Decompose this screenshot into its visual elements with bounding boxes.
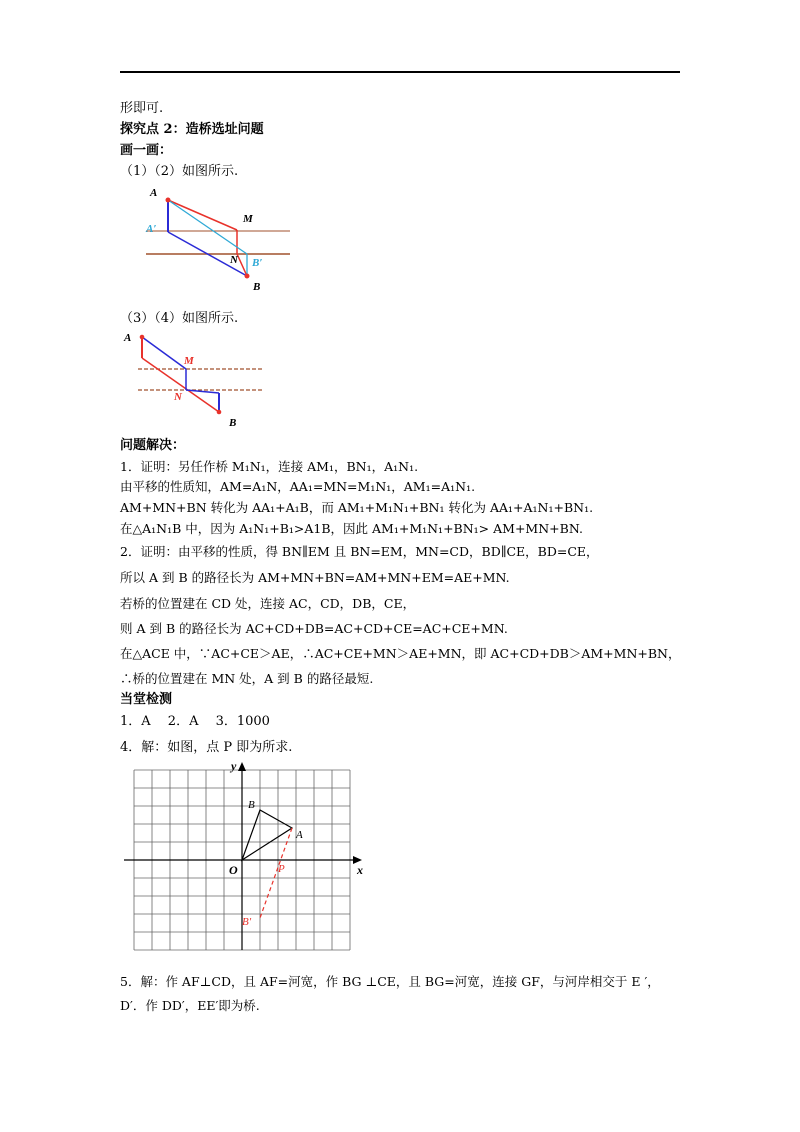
answers-line: 1．A 2．A 3．1000 xyxy=(120,714,270,729)
segment-a1-b xyxy=(142,358,219,412)
section-heading: 探究点 2：造桥选址问题 xyxy=(120,122,264,137)
label-n: N xyxy=(230,254,238,266)
text-line: 4．解：如图，点 P 即为所求. xyxy=(120,740,293,755)
dashed-a-b1 xyxy=(260,828,292,918)
section-heading: 当堂检测 xyxy=(120,692,173,707)
text-line: （1）（2）如图所示. xyxy=(120,164,239,179)
label-a1: A′ xyxy=(146,223,157,235)
text-line: 5．解：作 AF⊥CD，且 AF=河宽，作 BG ⊥CE，且 BG=河宽，连接 GF，与河岸相交于 E ′， xyxy=(120,974,660,989)
text-line: 1．证明：另任作桥 M₁N₁，连接 AM₁，BN₁，A₁N₁. xyxy=(120,459,419,474)
label-o: O xyxy=(229,863,238,877)
text-line: 形即可. xyxy=(120,101,164,116)
label-b: B xyxy=(253,281,261,293)
label-n: N xyxy=(174,391,182,403)
y-axis-arrow xyxy=(238,762,246,771)
figure-bridge-2 xyxy=(118,328,268,432)
text-line: 所以 A 到 B 的路径长为 AM+MN+BN=AM+MN+EM=AE+MN. xyxy=(120,570,510,585)
subsection-heading: 问题解决： xyxy=(120,438,186,453)
point-b xyxy=(245,274,250,279)
header-rule xyxy=(120,71,680,73)
point-a xyxy=(140,335,145,340)
label-a: A xyxy=(150,187,158,199)
text-line: 2．证明：由平移的性质，得 BN∥EM 且 BN=EM，MN=CD，BD∥CE，BD=CE， xyxy=(120,544,599,559)
segment-a-b1 xyxy=(168,200,247,254)
figure-coordinate-grid xyxy=(118,758,378,956)
label-a: A xyxy=(124,332,132,344)
label-p: P xyxy=(278,863,285,875)
point-a xyxy=(166,198,171,203)
label-b1: B′ xyxy=(242,916,252,928)
text-line: 在△A₁N₁B 中，因为 A₁N₁+B₁>A1B，因此 AM₁+M₁N₁+BN₁> AM+MN+BN. xyxy=(120,521,583,536)
text-line: （3）（4）如图所示. xyxy=(120,311,239,326)
segment-a-m xyxy=(142,337,186,369)
label-b: B xyxy=(248,799,255,811)
triangle-oab xyxy=(242,810,292,860)
figure-bridge-1 xyxy=(140,180,300,295)
text-line: AM+MN+BN 转化为 AA₁+A₁B，而 AM₁+M₁N₁+BN₁ 转化为 AA₁+A₁N₁+BN₁. xyxy=(120,500,594,515)
text-line: 由平移的性质知，AM=A₁N，AA₁=MN=M₁N₁，AM₁=A₁N₁. xyxy=(120,479,476,494)
text-line: 在△ACE 中，∵AC+CE＞AE，∴AC+CE+MN＞AE+MN，即 AC+CD+DB＞AM+MN+BN， xyxy=(120,646,681,661)
text-line: 若桥的位置建在 CD 处，连接 AC，CD，DB，CE， xyxy=(120,596,416,611)
label-b1: B′ xyxy=(252,257,263,269)
text-line: ∴桥的位置建在 MN 处，A 到 B 的路径最短. xyxy=(120,671,374,686)
label-y: y xyxy=(231,759,237,773)
text-line: 则 A 到 B 的路径长为 AC+CD+DB=AC+CD+CE=AC+CE+MN. xyxy=(120,621,508,636)
segment-a-m xyxy=(168,200,237,230)
label-a: A xyxy=(296,829,303,841)
label-m: M xyxy=(243,213,253,225)
label-b: B xyxy=(229,417,237,429)
label-m: M xyxy=(184,355,194,367)
label-x: x xyxy=(357,863,363,877)
subsection-heading: 画一画： xyxy=(120,143,173,158)
point-b xyxy=(217,410,222,415)
text-line: D′．作 DD′，EE′即为桥. xyxy=(120,998,260,1013)
